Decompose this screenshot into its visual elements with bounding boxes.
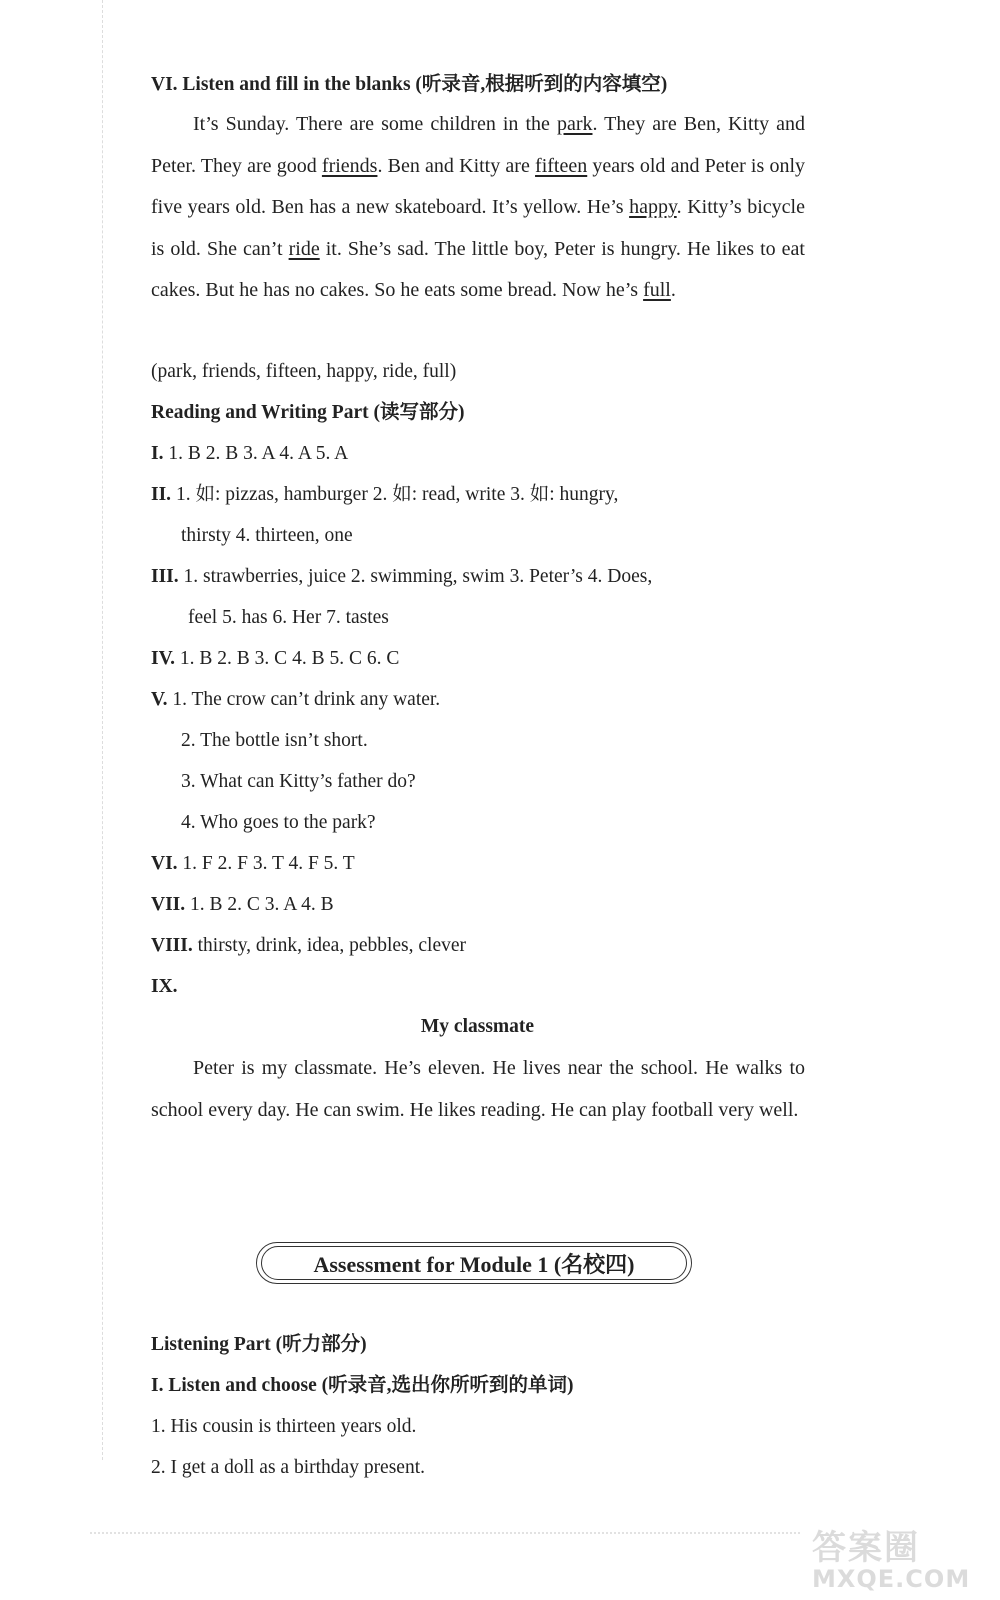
essay-paragraph: Peter is my classmate. He’s eleven. He lives near the school. He walks to school every day. He can swim. He likes reading. He can play football very well.: [151, 1057, 805, 1121]
fill-blank-passage: [151, 104, 805, 312]
listening-item: 2. I get a doll as a birthday present.: [151, 1457, 425, 1478]
answer-row-v-2: 2. The bottle isn’t short.: [181, 730, 368, 751]
answer-row-v-4: 4. Who goes to the park?: [181, 812, 376, 833]
answer-row-vi: [151, 852, 355, 876]
passage-text: . They are Ben, Kitty and Peter. They are good: [151, 113, 805, 177]
answer-row-vii: [151, 893, 334, 917]
roman-numeral: V.: [151, 689, 168, 710]
watermark-logo: [812, 1520, 980, 1593]
answer-text: 1. strawberries, juice 2. swimming, swim 3. Peter’s 4. Does,: [178, 566, 653, 587]
passage-text: . Kitty’s bicycle is old. She can’t: [151, 196, 805, 260]
roman-numeral: IV.: [151, 648, 176, 669]
blank-answer: full: [643, 279, 671, 301]
answer-row-ix: [151, 975, 178, 999]
blank-answer: fifteen: [535, 154, 588, 177]
passage-paragraph: [151, 104, 805, 312]
answer-row-iv: [151, 647, 399, 671]
assessment-banner: [256, 1242, 692, 1284]
blank-answer: ride: [288, 237, 320, 260]
section-heading-listen-fill: VI. Listen and fill in the blanks (听录音,根据听到的内容填空): [151, 74, 668, 95]
passage-text: years old and Peter is only five years old. Ben has a new skateboard. It’s yellow. He’s: [151, 154, 806, 218]
blank-answer: friends: [321, 154, 378, 177]
answer-text: 1. F 2. F 3. T 4. F 5. T: [177, 853, 355, 874]
listening-part-heading: Listening Part (听力部分): [151, 1334, 367, 1355]
answer-row-viii: [151, 934, 466, 958]
passage-text: it. She’s sad. The little boy, Peter is hungry. He likes to eat cakes. But he has no cakes. So he eats some bread. Now he’s: [151, 237, 805, 301]
roman-numeral: I.: [151, 443, 164, 464]
answer-text: thirsty, drink, idea, pebbles, clever: [192, 935, 467, 956]
passage-text: . Ben and Kitty are: [377, 154, 536, 177]
roman-numeral: VIII.: [151, 935, 193, 956]
listen-choose-heading: I. Listen and choose (听录音,选出你所听到的单词): [151, 1375, 574, 1396]
answer-row-v: [151, 688, 440, 712]
answer-row-v-3: 3. What can Kitty’s father do?: [181, 771, 416, 792]
roman-numeral: III.: [151, 566, 179, 587]
answer-text: 1. B 2. B 3. A 4. A 5. A: [163, 443, 349, 464]
blank-answer: happy: [629, 196, 677, 218]
footer-dotted-line: [90, 1532, 800, 1534]
watermark-bottom: MXQE.COM: [812, 1565, 971, 1593]
essay-title: My classmate: [420, 1016, 535, 1037]
reading-writing-heading: Reading and Writing Part (读写部分): [151, 402, 465, 423]
passage-text: It’s Sunday. There are some children in the: [193, 113, 557, 135]
roman-numeral: IX.: [151, 976, 178, 997]
passage-text: .: [670, 279, 676, 301]
roman-numeral: VII.: [151, 894, 186, 915]
essay-body: [151, 1048, 805, 1131]
answer-row-iii: [151, 565, 652, 589]
answer-row-iii-cont: feel 5. has 6. Her 7. tastes: [188, 607, 389, 628]
listening-item: 1. His cousin is thirteen years old.: [151, 1416, 417, 1437]
binding-margin-line: [102, 0, 103, 1460]
roman-numeral: II.: [151, 484, 172, 505]
answer-text: 1. B 2. C 3. A 4. B: [185, 894, 334, 915]
answer-text: 1. B 2. B 3. C 4. B 5. C 6. C: [175, 648, 400, 669]
word-bank: (park, friends, fifteen, happy, ride, full): [151, 361, 457, 382]
blank-answer: park: [556, 113, 593, 135]
answer-row-i: [151, 442, 348, 466]
roman-numeral: VI.: [151, 853, 178, 874]
banner-title: Assessment for Module 1 (名校四): [261, 1246, 687, 1280]
answer-text: 1. 如: pizzas, hamburger 2. 如: read, write 3. 如: hungry,: [171, 484, 619, 505]
answer-row-ii-cont: thirsty 4. thirteen, one: [181, 525, 353, 546]
watermark-top: 答案圈: [812, 1528, 920, 1568]
answer-text: 1. The crow can’t drink any water.: [167, 689, 441, 710]
answer-row-ii: [151, 483, 618, 507]
